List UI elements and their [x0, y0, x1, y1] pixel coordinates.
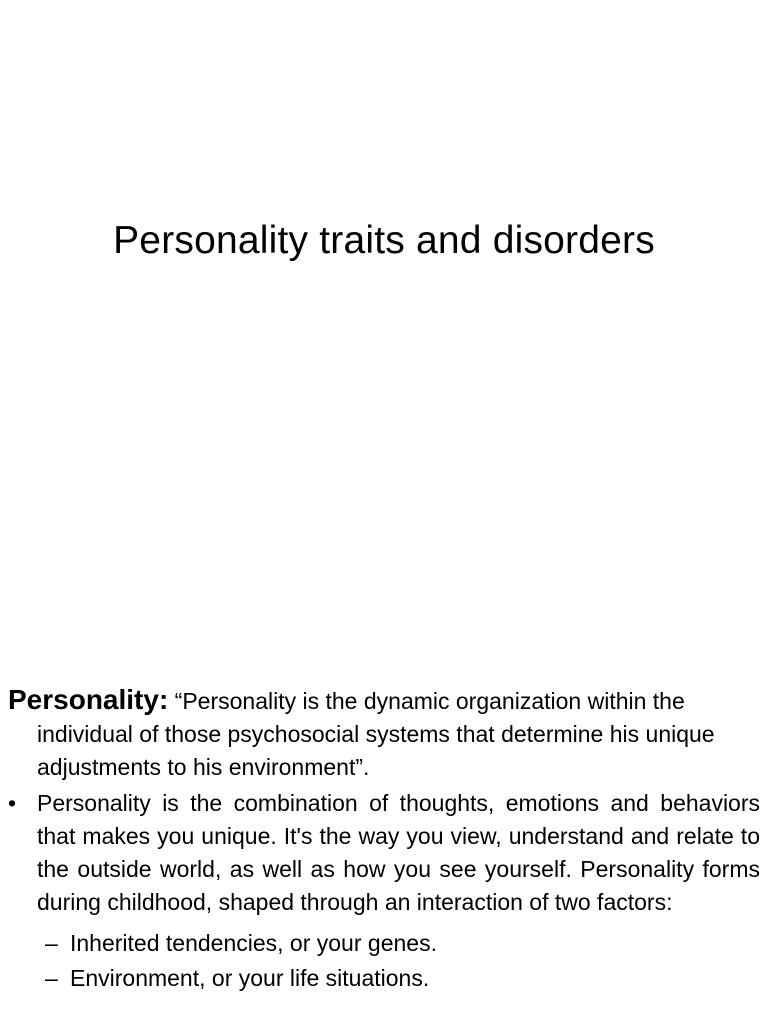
- term-separator: :: [158, 684, 169, 715]
- term-label: Personality: [8, 684, 159, 715]
- bullet-icon: •: [8, 790, 17, 816]
- definition-text: “Personality is the dynamic organization within the individual of those psychosocial systems that determine his unique adjustments to his environment”.: [37, 688, 715, 780]
- bullet-list: [8, 787, 760, 919]
- sub-bullet-item: [8, 962, 760, 995]
- slide-body: [8, 683, 760, 997]
- dash-icon: –: [45, 930, 58, 956]
- term-heading: [8, 684, 168, 715]
- sub-bullet-text: Inherited tendencies, or your genes.: [70, 930, 437, 956]
- bullet-text: Personality is the combination of thoughts, emotions and behaviors that makes you unique. It's the way you view, understand and relate to the outside world, as well as how you see yourself. Personality forms during childhood, shaped through an interaction of two factors:: [37, 790, 760, 915]
- definition-paragraph: [8, 683, 760, 784]
- sub-bullet-list: [8, 927, 760, 995]
- sub-bullet-text: Environment, or your life situations.: [70, 965, 430, 991]
- slide-title: Personality traits and disorders: [113, 219, 655, 262]
- sub-bullet-item: [8, 927, 760, 960]
- bullet-item: [8, 787, 760, 919]
- dash-icon: –: [45, 965, 58, 991]
